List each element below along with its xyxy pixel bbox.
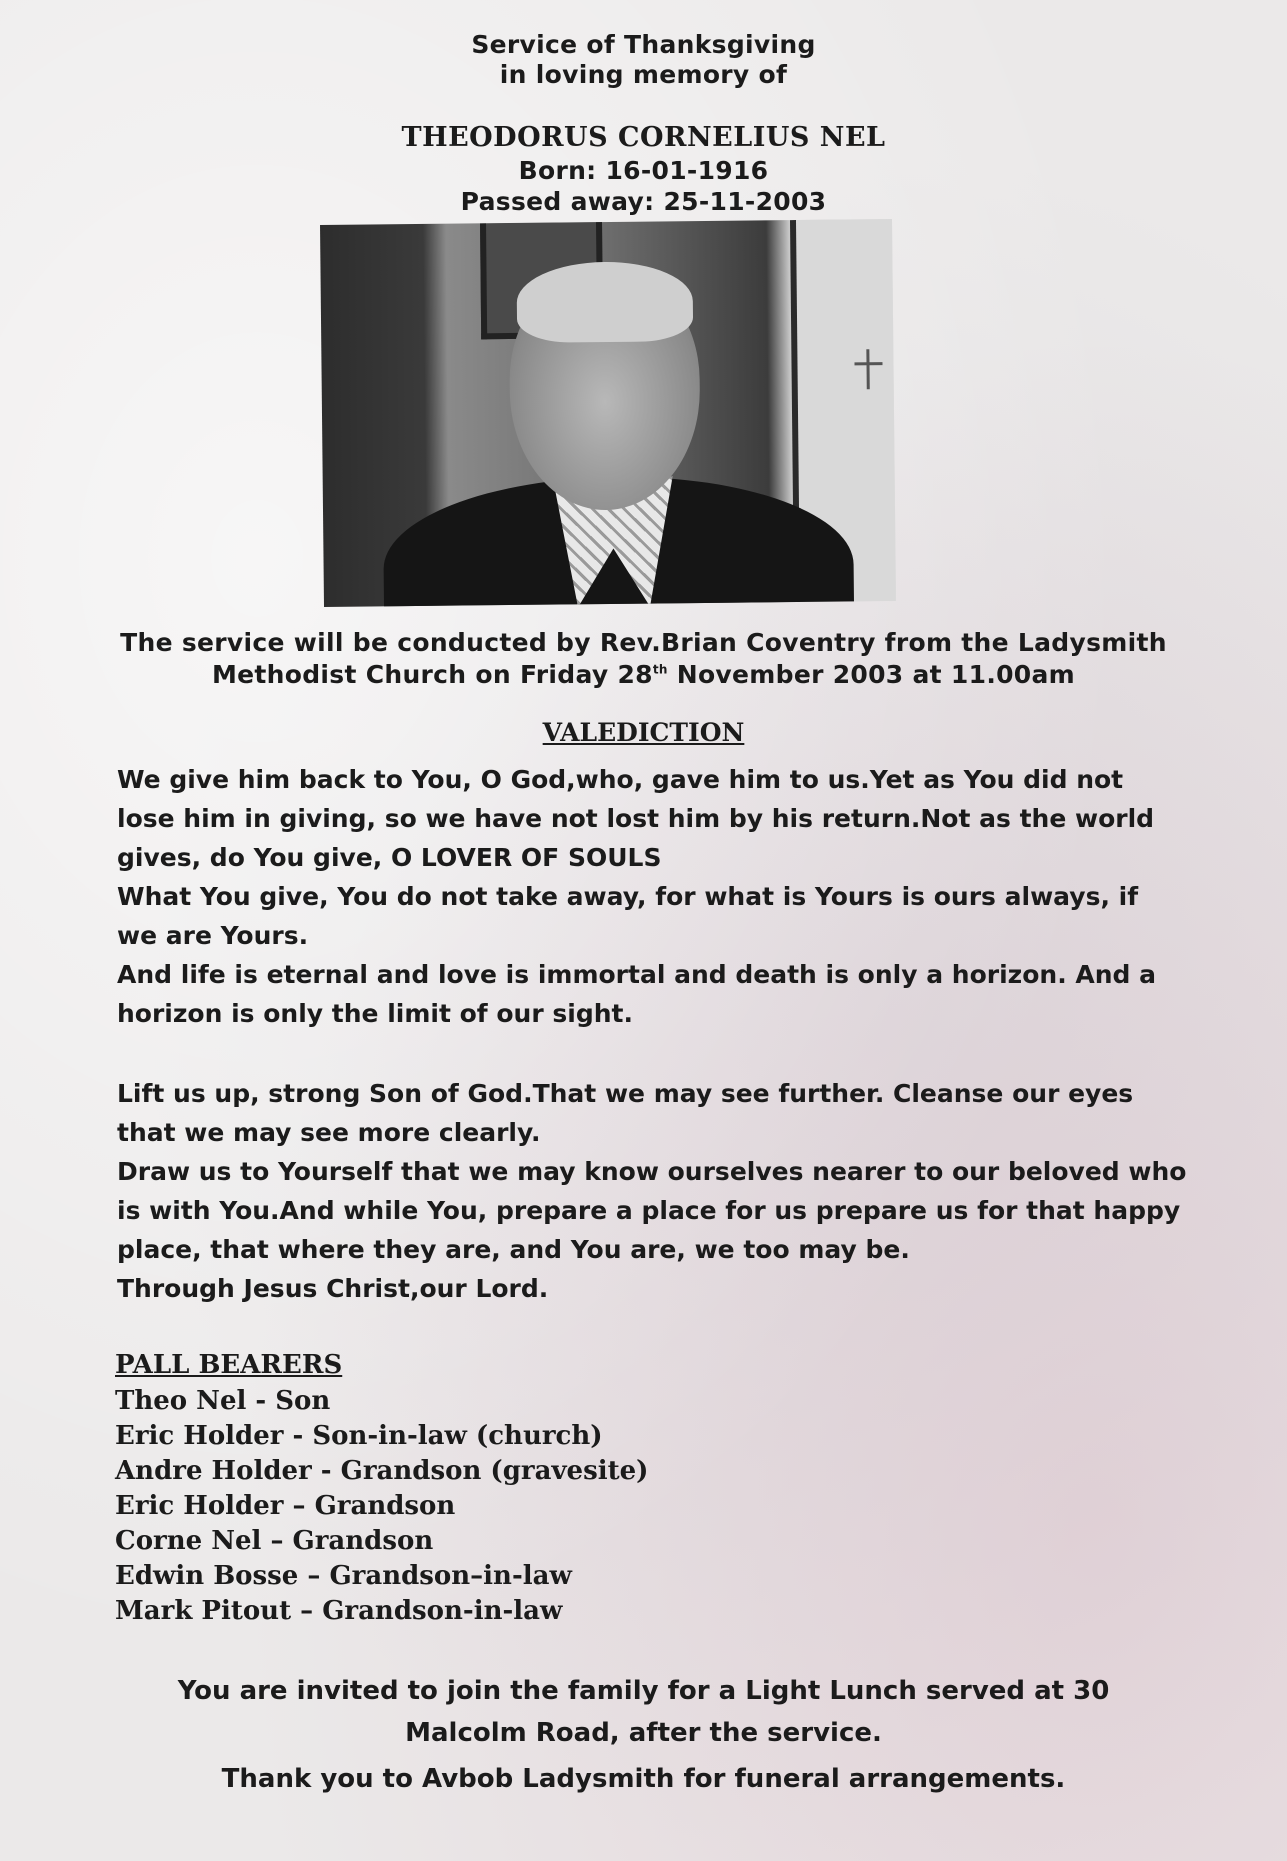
valediction-paragraph-1 bbox=[117, 760, 1217, 1033]
valediction-line: Lift us up, strong Son of God.That we may see further. Cleanse our eyes bbox=[117, 1079, 1134, 1108]
valediction-line: And life is eternal and love is immortal and death is only a horizon. And a bbox=[117, 960, 1157, 989]
portrait-photo bbox=[320, 219, 896, 607]
pall-bearers-list bbox=[115, 1384, 648, 1629]
valediction-line: Through Jesus Christ,our Lord. bbox=[117, 1274, 549, 1303]
valediction-line: We give him back to You, O God,who, gave him to us.Yet as You did not bbox=[117, 765, 1124, 794]
valediction-paragraph-2 bbox=[117, 1074, 1217, 1308]
valediction-line: that we may see more clearly. bbox=[117, 1118, 541, 1147]
valediction-line: gives, do You give, O LOVER OF SOULS bbox=[117, 843, 662, 872]
photo-cross-icon bbox=[866, 349, 869, 389]
closing-line-1: You are invited to join the family for a Light Lunch served at 30 bbox=[177, 1676, 1110, 1706]
valediction-line: is with You.And while You, prepare a place for us prepare us for that happy bbox=[117, 1196, 1181, 1225]
photo-figure-hair bbox=[516, 261, 693, 343]
service-line-2: Methodist Church on Friday 28th November 2003 at 11.00am bbox=[211, 660, 1076, 689]
list-item: Mark Pitout – Grandson-in-law bbox=[115, 1596, 563, 1626]
list-item: Theo Nel - Son bbox=[115, 1386, 331, 1416]
valediction-line: What You give, You do not take away, for what is Yours is ours always, if bbox=[117, 882, 1139, 911]
service-line-1: The service will be conducted by Rev.Brian Coventry from the Ladysmith bbox=[120, 628, 1167, 657]
valediction-line: lose him in giving, so we have not lost him by his return.Not as the world bbox=[117, 804, 1155, 833]
list-item: Eric Holder - Son-in-law (church) bbox=[115, 1421, 603, 1451]
passed-date: Passed away: 25-11-2003 bbox=[460, 187, 827, 216]
closing-line-3: Thank you to Avbob Ladysmith for funeral arrangements. bbox=[221, 1764, 1066, 1794]
pall-bearers-heading: PALL BEARERS bbox=[115, 1350, 343, 1380]
header-line-1: Service of Thanksgiving bbox=[471, 30, 816, 59]
closing-line-2: Malcolm Road, after the service. bbox=[405, 1718, 882, 1748]
list-item: Edwin Bosse – Grandson–in-law bbox=[115, 1561, 572, 1591]
valediction-line: place, that where they are, and You are, we too may be. bbox=[117, 1235, 910, 1264]
valediction-line: horizon is only the limit of our sight. bbox=[117, 999, 633, 1028]
valediction-heading: VALEDICTION bbox=[542, 718, 745, 747]
list-item: Andre Holder - Grandson (gravesite) bbox=[115, 1456, 649, 1486]
list-item: Eric Holder – Grandson bbox=[115, 1491, 456, 1521]
valediction-line: Draw us to Yourself that we may know ourselves nearer to our beloved who bbox=[117, 1157, 1187, 1186]
born-date: Born: 16-01-1916 bbox=[518, 156, 769, 185]
deceased-name: THEODORUS CORNELIUS NEL bbox=[401, 122, 886, 153]
valediction-line: we are Yours. bbox=[117, 921, 309, 950]
list-item: Corne Nel – Grandson bbox=[115, 1526, 434, 1556]
header-line-2: in loving memory of bbox=[499, 60, 788, 89]
